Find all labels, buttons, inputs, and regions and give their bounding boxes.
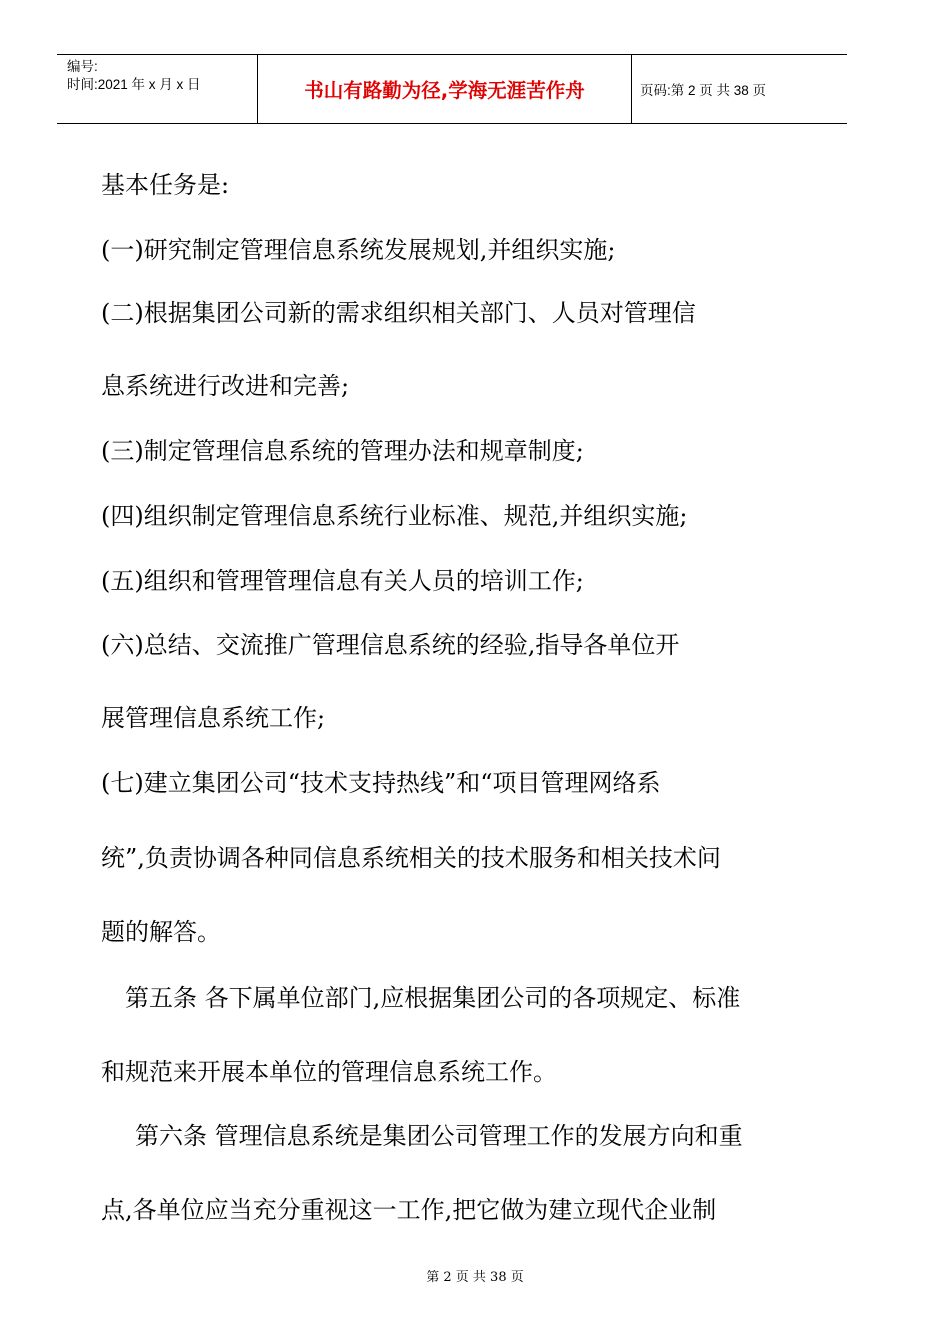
article-5: 第五条 各下属单位部门,应根据集团公司的各项规定、标准 [125, 984, 741, 1012]
task-item-6-cont: 展管理信息系统工作; [101, 704, 326, 732]
task-item-7: (七)建立集团公司“技术支持热线”和“项目管理网络系 [101, 769, 661, 797]
document-date: 时间:2021 年 x 月 x 日 [67, 77, 201, 92]
article-6: 第六条 管理信息系统是集团公司管理工作的发展方向和重 [135, 1122, 743, 1150]
task-item-6: (六)总结、交流推广管理信息系统的经验,指导各单位开 [101, 631, 680, 659]
task-item-5: (五)组织和管理管理信息有关人员的培训工作; [101, 567, 584, 595]
task-item-1: (一)研究制定管理信息系统发展规划,并组织实施; [101, 236, 616, 264]
article-5-cont: 和规范来开展本单位的管理信息系统工作。 [101, 1058, 557, 1086]
header-divider [631, 55, 632, 123]
header-page-code: 页码:第 2 页 共 38 页 [640, 83, 767, 98]
page-footer: 第 2 页 共 38 页 [426, 1270, 524, 1285]
task-item-4: (四)组织制定管理信息系统行业标准、规范,并组织实施; [101, 502, 688, 530]
page-header [57, 54, 847, 124]
task-item-7-cont: 题的解答。 [101, 918, 221, 946]
task-item-7-cont: 统”,负责协调各种同信息系统相关的技术服务和相关技术问 [101, 844, 721, 872]
body-line: 基本任务是: [101, 171, 230, 199]
task-item-2: (二)根据集团公司新的需求组织相关部门、人员对管理信 [101, 299, 696, 327]
header-meta [57, 55, 257, 123]
task-item-3: (三)制定管理信息系统的管理办法和规章制度; [101, 437, 584, 465]
document-number-label: 编号: [67, 59, 98, 74]
article-6-cont: 点,各单位应当充分重视这一工作,把它做为建立现代企业制 [101, 1196, 717, 1224]
header-motto: 书山有路勤为径,学海无涯苦作舟 [304, 79, 585, 102]
task-item-2-cont: 息系统进行改进和完善; [101, 372, 350, 400]
